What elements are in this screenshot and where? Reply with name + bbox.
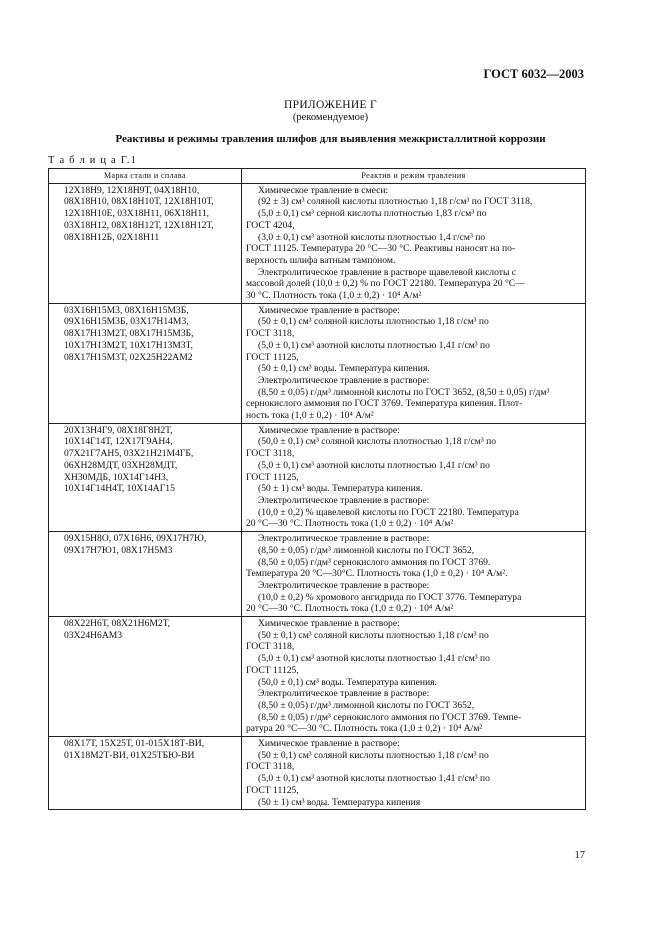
reagent-line: Электролитическое травление в растворе щавелевой кислоты с — [258, 266, 517, 278]
steel-grade-line: 10Х17Н13М2Т, 10Х17Н13М3Т, — [64, 339, 193, 351]
reagent-line: (8,50 ± 0,05) г/дм³ лимонной кислоты по ГОСТ 3652, — [258, 544, 475, 556]
reagent-line: (50,0 ± 0,1) см³ соляной кислоты плотностью 1,18 г/см³ по — [258, 436, 497, 448]
table-header-row — [49, 169, 586, 184]
reagent-line: (3,0 ± 0,1) см³ азотной кислоты плотностью 1,4 г/см³ по — [258, 231, 486, 243]
appendix-status: (рекомендуемое) — [292, 112, 369, 123]
reagent-line: ГОСТ 3118, — [246, 328, 295, 340]
reagent-line: 20 °С—30 °С. Плотность тока (1,0 ± 0,2) · 10⁴ А/м² — [246, 518, 454, 530]
reagent-line: (8,50 ± 0,05) г/дм³ сернокислого аммония по ГОСТ 3769. Темпе- — [258, 711, 522, 723]
steel-grades-cell — [49, 183, 242, 303]
reagent-cell — [242, 183, 586, 303]
reagent-line: (5,0 ± 0,1) см³ азотной кислоты плотностью 1,41 г/см³ по — [258, 653, 490, 665]
steel-grades-cell — [49, 303, 242, 423]
column-header-steel: Марка стали и сплава — [49, 169, 242, 184]
steel-grade-line: 03Х24Н6АМ3 — [64, 629, 123, 641]
steel-grade-line: 01Х18М2Т-ВИ, 01Х25ТБЮ-ВИ — [64, 749, 195, 761]
reagent-line: (50,0 ± 0,1) см³ воды. Температура кипения. — [258, 676, 437, 688]
reagent-line: (8,50 ± 0,05) г/дм³ лимонной кислоты по ГОСТ 3652, — [258, 699, 475, 711]
steel-grade-line: 12Х18Н10Е, 03Х18Н11, 06Х18Н11, — [64, 208, 210, 220]
steel-grade-line: 08Х17Н15М3Т, 02Х25Н22АМ2 — [64, 351, 193, 363]
steel-grade-line: 08Х17Т, 15Х25Т, 01-015Х18Т-ВИ, — [64, 738, 205, 750]
table-row — [49, 617, 586, 737]
reagent-line: (5,0 ± 0,1) см³ серной кислоты плотностью 1,83 г/см³ по — [258, 208, 487, 220]
steel-grades-cell — [49, 617, 242, 737]
reagent-line: сернокислого аммония по ГОСТ 3769. Температура кипения. Плот- — [246, 398, 523, 410]
steel-grades-cell — [49, 532, 242, 617]
steel-grades-cell — [49, 737, 242, 810]
steel-grade-line: 08Х18Н10, 08Х18Н10Т, 12Х18Н10Т, — [64, 196, 214, 208]
reagent-line: ратура 20 °С—30 °С. Плотность тока (1,0 ± 0,2) · 10⁴ А/м² — [246, 723, 483, 735]
reagent-line: (10,0 ± 0,2) % щавелевой кислоты по ГОСТ 22180. Температура — [258, 506, 519, 518]
reagent-line: (50 ± 1) см³ воды. Температура кипения. — [258, 483, 423, 495]
reagent-line: (50 ± 0,1) см³ воды. Температура кипения. — [258, 363, 430, 375]
appendix-title: ПРИЛОЖЕНИЕ Г — [284, 99, 377, 111]
steel-grade-line: 03Х16Н15М3, 08Х16Н15М3Б, — [64, 304, 189, 316]
steel-grade-line: 10Х14Г14Н4Т, 10Х14АГ15 — [64, 483, 175, 495]
reagent-line: (92 ± 3) см³ соляной кислоты плотностью 1,18 г/см³ по ГОСТ 3118, — [258, 196, 533, 208]
reagent-line: (50 ± 0,1) см³ соляной кислоты плотностью 1,18 г/см³ по — [258, 749, 489, 761]
reagent-line: Электролитическое травление в растворе: — [258, 579, 430, 591]
reagent-line: (10,0 ± 0,2) % хромового ангидрида по ГОСТ 3776. Температура — [258, 591, 522, 603]
reagent-line: Химическое травление в растворе: — [258, 738, 400, 750]
column-header-reagent: Реактив и режим травления — [242, 169, 586, 184]
steel-grade-line: 09Х17Н7Ю1, 08Х17Н5М3 — [64, 544, 173, 556]
reagent-line: Электролитическое травление в растворе: — [258, 494, 430, 506]
reagent-line: ГОСТ 3118, — [246, 761, 295, 773]
reagent-line: ГОСТ 3118, — [246, 448, 295, 460]
table-row — [49, 423, 586, 531]
reagent-line: ГОСТ 11125, — [246, 664, 299, 676]
reagent-line: (50 ± 0,1) см³ соляной кислоты плотностью 1,18 г/см³ по — [258, 316, 489, 328]
steel-grade-line: 09Х15Н8О, 07Х16Н6, 09Х17Н7Ю, — [64, 533, 207, 545]
page-number: 17 — [574, 850, 585, 861]
reagent-line: (50 ± 1) см³ воды. Температура кипения — [258, 796, 421, 808]
etching-table — [48, 168, 586, 810]
steel-grade-line: 10Х14Г14Т, 12Х17Г9АН4, — [64, 436, 173, 448]
reagent-line: Химическое травление в растворе: — [258, 304, 400, 316]
standard-code: ГОСТ 6032—2003 — [483, 67, 584, 81]
steel-grades-cell — [49, 423, 242, 531]
reagent-line: (5,0 ± 0,1) см³ азотной кислоты плотностью 1,41 г/см³ по — [258, 773, 490, 785]
reagent-line: ГОСТ 11125. Температура 20 °С—30 °С. Реактивы наносят на по- — [246, 243, 516, 255]
reagent-cell — [242, 617, 586, 737]
table-row — [49, 737, 586, 810]
steel-grade-line: 09Х16Н15М3Б, 03Х17Н14М3, — [64, 316, 189, 328]
reagent-line: 30 °С. Плотность тока (1,0 ± 0,2) · 10⁴ А/м² — [246, 290, 422, 302]
reagent-line: 20 °С—30 °С. Плотность тока (1,0 ± 0,2) · 10⁴ А/м² — [246, 603, 454, 615]
reagent-line: Химическое травление в смеси: — [258, 184, 389, 196]
steel-grade-line: 08Х18Н12Б, 02Х18Н11 — [64, 231, 160, 243]
reagent-line: ГОСТ 11125, — [246, 351, 299, 363]
reagent-line: Химическое травление в растворе: — [258, 618, 400, 630]
table-row — [49, 303, 586, 423]
table-row — [49, 532, 586, 617]
reagent-line: ность тока (1,0 ± 0,2) · 10⁴ А/м² — [246, 410, 374, 422]
steel-grade-line: 08Х17Н13М2Т, 08Х17Н15М3Б, — [64, 328, 194, 340]
reagent-line: (5,0 ± 0,1) см³ азотной кислоты плотностью 1,41 г/см³ по — [258, 339, 490, 351]
reagent-line: ГОСТ 3118, — [246, 641, 295, 653]
reagent-line: верхность шлифа ватным тампоном. — [246, 254, 396, 266]
steel-grade-line: 08Х22Н6Т, 08Х21Н6М2Т, — [64, 618, 171, 630]
reagent-line: (8,50 ± 0,05) г/дм³ сернокислого аммония по ГОСТ 3769. — [258, 556, 491, 568]
reagent-line: массовой долей (10,0 ± 0,2) % по ГОСТ 22180. Температура 20 °С— — [246, 278, 525, 290]
reagent-line: (8,50 ± 0,05) г/дм³ лимонной кислоты по ГОСТ 3652, (8,50 ± 0,05) г/дм³ — [258, 386, 550, 398]
table-row — [49, 183, 586, 303]
reagent-line: Электролитическое травление в растворе: — [258, 533, 430, 545]
table-caption: Т а б л и ц а Г.1 — [48, 155, 138, 166]
steel-grade-line: 03Х18Н12, 08Х18Н12Т, 12Х18Н12Т, — [64, 219, 214, 231]
reagent-line: ГОСТ 4204, — [246, 219, 295, 231]
reagent-line: (5,0 ± 0,1) см³ азотной кислоты плотностью 1,41 г/см³ по — [258, 459, 490, 471]
reagent-cell — [242, 303, 586, 423]
reagent-line: Температура 20 °С—30°С. Плотность тока (1,0 ± 0,2) · 10⁴ А/м². — [246, 568, 508, 580]
appendix-heading: Реактивы и режимы травления шлифов для выявления межкристаллитной коррозии — [115, 133, 546, 145]
reagent-line: ГОСТ 11125, — [246, 784, 299, 796]
reagent-cell — [242, 532, 586, 617]
reagent-cell — [242, 737, 586, 810]
steel-grade-line: 12Х18Н9, 12Х18Н9Т, 04Х18Н10, — [64, 184, 200, 196]
steel-grade-line: 06ХН28МДТ, 03ХН28МДТ, — [64, 459, 178, 471]
steel-grade-line: 20Х13Н4Г9, 08Х18Г8Н2Т, — [64, 424, 173, 436]
steel-grade-line: 07Х21Г7АН5, 03Х21Н21М4ГБ, — [64, 448, 194, 460]
reagent-line: (50 ± 0,1) см³ соляной кислоты плотностью 1,18 г/см³ по — [258, 629, 489, 641]
reagent-cell — [242, 423, 586, 531]
reagent-line: ГОСТ 11125, — [246, 471, 299, 483]
steel-grade-line: ХН30МДБ, 10Х14Г14Н3, — [64, 471, 169, 483]
reagent-line: Электролитическое травление в растворе: — [258, 374, 430, 386]
reagent-line: Химическое травление в растворе: — [258, 424, 400, 436]
reagent-line: Электролитическое травление в растворе: — [258, 688, 430, 700]
